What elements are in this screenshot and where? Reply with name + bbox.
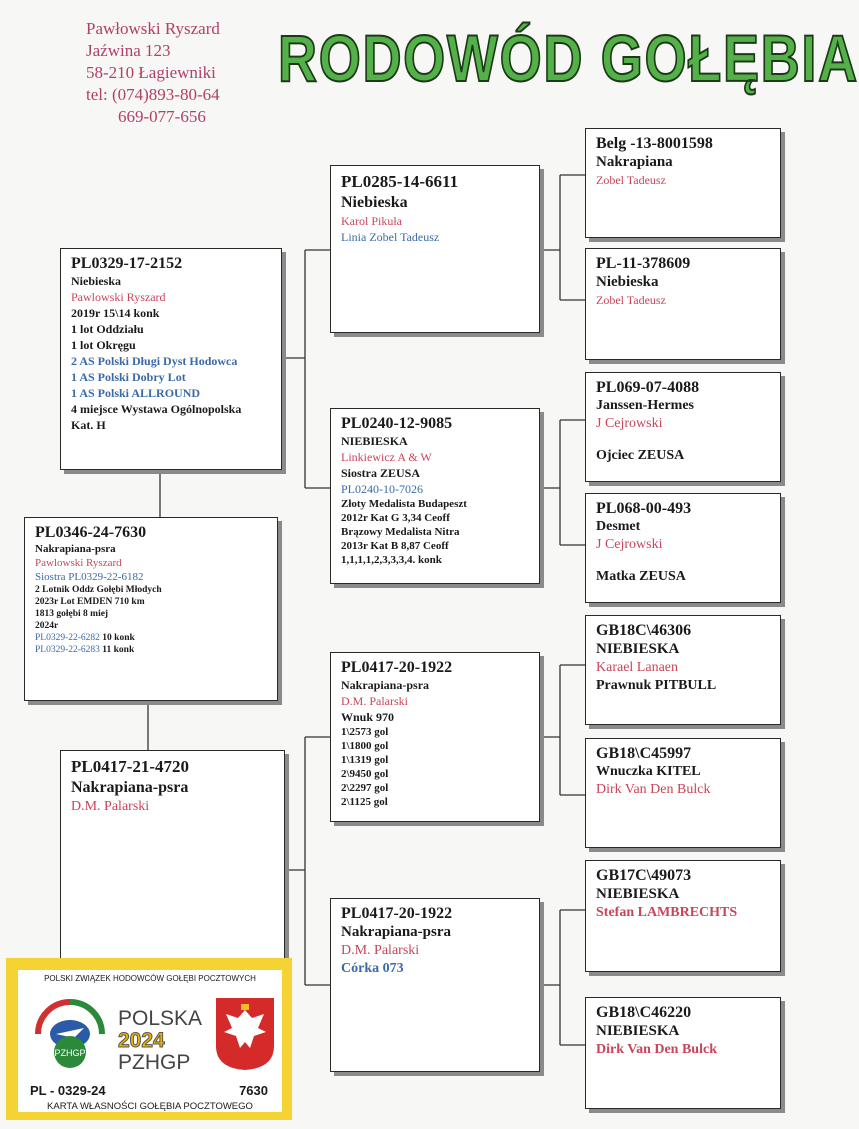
ds-line: 2\2297 gol xyxy=(341,782,389,794)
ds-line: 2\9450 gol xyxy=(341,768,389,780)
bird-sibling: Siostra PL0329-22-6182 xyxy=(35,571,144,583)
gg-ring: GB18\C45997 xyxy=(596,745,692,762)
gg-card xyxy=(585,128,781,238)
card-number: 7630 xyxy=(239,1083,268,1098)
sd-line: 2013r Kat B 8,87 Ceoff xyxy=(341,540,449,552)
sire-achievement: 1 AS Polski Dobry Lot xyxy=(71,370,186,384)
sd-line: Złoty Medalista Budapeszt xyxy=(341,498,467,510)
sire-dam-card xyxy=(330,408,540,584)
owner-info xyxy=(86,18,220,128)
bird-ring: PL0346-24-7630 xyxy=(35,524,147,541)
sire-card xyxy=(60,248,282,470)
sd-line: 2012r Kat G 3,34 Ceoff xyxy=(341,512,450,524)
gg-color: NIEBIESKA xyxy=(596,641,680,657)
gg-breeder: Zobel Tadeusz xyxy=(596,173,666,187)
ds-color: Nakrapiana-psra xyxy=(341,678,430,692)
gg-card xyxy=(585,615,781,725)
owner-name: Pawłowski Ryszard xyxy=(86,19,220,38)
page-title: RODOWÓD GOŁĘBIA xyxy=(278,21,859,95)
logo-text: PZHGP xyxy=(54,1048,86,1058)
sire-color: Niebieska xyxy=(71,274,122,288)
sd-relative: PL0240-10-7026 xyxy=(341,482,423,496)
sd-breeder: Linkiewicz A & W xyxy=(341,450,432,464)
ownership-card xyxy=(6,958,292,1120)
owner-phone: tel: (074)893-80-64 xyxy=(86,85,220,104)
gg-note: Matka ZEUSA xyxy=(596,569,686,584)
dd-ring: PL0417-20-1922 xyxy=(341,905,453,922)
sire-achievement: 1 AS Polski ALLROUND xyxy=(71,386,201,400)
gg-ring: Belg -13-8001598 xyxy=(596,135,713,152)
sire-ring: PL0329-17-2152 xyxy=(71,255,183,272)
gg-ring: GB18\C46220 xyxy=(596,1004,692,1021)
gg-note: Ojciec ZEUSA xyxy=(596,448,685,463)
gg-breeder: J Cejrowski xyxy=(596,416,663,431)
dd-color: Nakrapiana-psra xyxy=(341,924,452,940)
sd-line: 1,1,1,1,2,3,3,3,4. konk xyxy=(341,554,442,566)
sd-color: NIEBIESKA xyxy=(341,434,408,448)
dd-breeder: D.M. Palarski xyxy=(341,943,420,958)
card-year: 2024 xyxy=(118,1029,165,1052)
gg-breeder: Zobel Tadeusz xyxy=(596,293,666,307)
ownership-card-inner xyxy=(18,970,282,1112)
dam-card xyxy=(60,750,285,968)
bird-relative: PL0329-22-6282 xyxy=(35,633,100,643)
bird-line: 2024r xyxy=(35,621,59,631)
ss-ring: PL0285-14-6611 xyxy=(341,172,459,191)
bird-relative-note: 10 konk xyxy=(102,633,135,643)
ss-breeder: Karol Pikuła xyxy=(341,214,402,228)
gg-card xyxy=(585,738,781,848)
dam-dam-card xyxy=(330,898,540,1072)
gg-card xyxy=(585,860,781,972)
owner-phone-mobile: 669-077-656 xyxy=(118,107,206,126)
gg-color: NIEBIESKA xyxy=(596,886,680,902)
polish-eagle-icon xyxy=(214,996,276,1072)
gg-ring: GB17C\49073 xyxy=(596,867,692,884)
bird-line: 2 Lotnik Oddz Gołębi Młodych xyxy=(35,585,162,595)
bird-line: 2023r Lot EMDEN 710 km xyxy=(35,597,145,607)
sire-line: 1 lot Okręgu xyxy=(71,338,136,352)
gg-breeder: Karael Lanaen xyxy=(596,660,678,675)
sire-line: 4 miejsce Wystawa Ogólnopolska xyxy=(71,402,242,416)
gg-breeder: J Cejrowski xyxy=(596,537,663,552)
pzhgp-logo-icon xyxy=(30,994,110,1074)
dam-ring: PL0417-21-4720 xyxy=(71,757,190,776)
dam-breeder: D.M. Palarski xyxy=(71,799,150,814)
gg-breeder: Stefan LAMBRECHTS xyxy=(596,905,738,920)
dam-color: Nakrapiana-psra xyxy=(71,779,189,796)
card-footer: KARTA WŁASNOŚCI GOŁĘBIA POCZTOWEGO xyxy=(47,1101,253,1112)
ds-line: 2\1125 gol xyxy=(341,796,388,808)
gg-color: Wnuczka KITEL xyxy=(596,764,701,779)
card-season xyxy=(118,1008,202,1074)
sire-sire-card xyxy=(330,165,540,333)
sire-line: 1 lot Oddziału xyxy=(71,322,144,336)
ds-line: 1\1319 gol xyxy=(341,754,389,766)
sire-achievement: 2 AS Polski Długi Dyst Hodowca xyxy=(71,354,238,368)
gg-card xyxy=(585,372,781,482)
ds-line: 1\2573 gol xyxy=(341,726,389,738)
gg-color: Nakrapiana xyxy=(596,154,673,170)
gg-card xyxy=(585,248,781,360)
sd-sister: Siostra ZEUSA xyxy=(341,466,421,480)
card-pzhgp: PZHGP xyxy=(118,1051,191,1074)
bird-relative-note: 11 konk xyxy=(102,645,135,655)
sire-line: Kat. H xyxy=(71,418,106,432)
gg-ring: GB18C\46306 xyxy=(596,622,692,639)
bird-line: 1813 gołębi 8 miej xyxy=(35,609,109,619)
gg-breeder: Dirk Van Den Bulck xyxy=(596,1042,717,1057)
dam-sire-card xyxy=(330,652,540,822)
card-polska: POLSKA xyxy=(118,1007,203,1030)
sire-line: 2019r 15\14 konk xyxy=(71,306,160,320)
ss-line: Linia Zobel Tadeusz xyxy=(341,230,440,244)
gg-card xyxy=(585,997,781,1109)
card-header: POLSKI ZWIĄZEK HODOWCÓW GOŁĘBI POCZTOWYCH xyxy=(44,974,256,983)
gg-color: Niebieska xyxy=(596,274,659,290)
bird-relative: PL0329-22-6283 xyxy=(35,645,100,655)
dd-note: Córka 073 xyxy=(341,961,404,976)
sd-line: Brązowy Medalista Nitra xyxy=(341,526,460,538)
gg-note: Prawnuk PITBULL xyxy=(596,678,717,693)
gg-breeder: Dirk Van Den Bulck xyxy=(596,782,711,797)
ds-note: Wnuk 970 xyxy=(341,710,395,724)
gg-color: Desmet xyxy=(596,519,641,534)
ds-ring: PL0417-20-1922 xyxy=(341,659,453,676)
gg-color: NIEBIESKA xyxy=(596,1023,680,1039)
gg-card xyxy=(585,493,781,603)
gg-ring: PL068-00-493 xyxy=(596,500,692,517)
gg-ring: PL069-07-4088 xyxy=(596,379,700,396)
sire-breeder: Pawlowski Ryszard xyxy=(71,290,166,304)
ds-breeder: D.M. Palarski xyxy=(341,694,408,708)
owner-city: 58-210 Łagiewniki xyxy=(86,63,216,82)
subject-bird-card xyxy=(24,517,278,701)
gg-ring: PL-11-378609 xyxy=(596,255,691,272)
bird-breeder: Pawlowski Ryszard xyxy=(35,557,122,569)
ss-color: Niebieska xyxy=(341,194,408,211)
bird-color: Nakrapiana-psra xyxy=(35,543,116,555)
sd-ring: PL0240-12-9085 xyxy=(341,415,453,432)
card-ring: PL - 0329-24 xyxy=(30,1083,106,1098)
owner-street: Jaźwina 123 xyxy=(86,41,171,60)
gg-color: Janssen-Hermes xyxy=(596,398,694,413)
ds-line: 1\1800 gol xyxy=(341,740,389,752)
